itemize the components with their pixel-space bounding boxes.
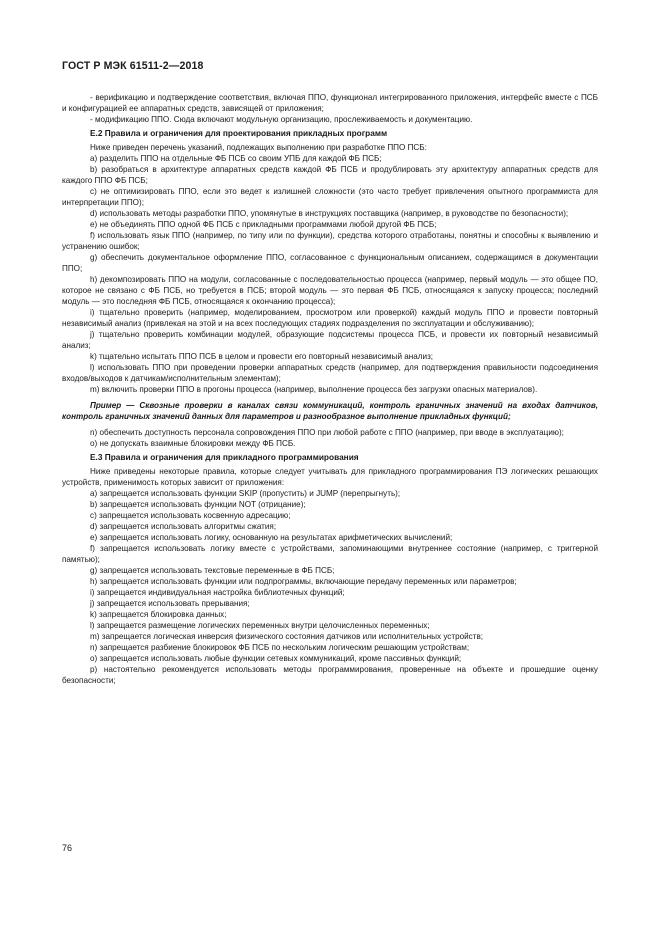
list-item: k) тщательно испытать ППО ПСБ в целом и провести его повторный независимый анализ;: [90, 352, 434, 361]
list-item: m) запрещается логическая инверсия физического состояния датчиков или исполнительных устройств;: [90, 632, 484, 641]
list-item: d) использовать методы разработки ППО, упомянутые в инструкциях поставщика (например, в руководстве по безопасности);: [90, 209, 569, 218]
list-item: g) запрещается использовать текстовые переменные в ФБ ПСБ;: [90, 566, 335, 575]
document-body: [62, 92, 598, 686]
list-item: o) запрещается использовать любые функции сетевых коммуникаций, кроме пассивных функций;: [90, 654, 462, 663]
list-item: n) запрещается разбиение блокировок ФБ ПСБ по нескольким логическим решающим устройствам;: [90, 643, 470, 652]
list-item: h) декомпозировать ППО на модули, согласованные с последовательностью процесса (например, первый модуль — это общее ПО, которое не связано с ФБ ПСБ, но требуется в ПСБ; второй модуль — это первая ФБ ПСБ, относящаяся к запуску процесса; последний модуль — это последняя ФБ ПСБ, относящаяся к окончанию процесса);: [62, 275, 598, 306]
list-item: i) тщательно проверить (например, моделированием, просмотром или проверкой) каждый модуль ППО и провести повторный независимый анализ (привлекая на этой и на всех последующих стадиях подразделения по эксплуатации и обслуживанию);: [62, 308, 598, 328]
list-item: c) не оптимизировать ППО, если это ведет к излишней сложности (это часто требует привлечения опытного программиста для интерпретации ППО);: [62, 187, 598, 207]
list-item: p) настоятельно рекомендуется использовать методы программирования, проверенные на объекте и прошедшие оценку безопасности;: [62, 665, 598, 685]
section-lead: Ниже приведены некоторые правила, которые следует учитывать для прикладного программирования ПЭ логических решающих устройств, применимость которых зависит от приложения:: [62, 467, 598, 487]
list-item: c) запрещается использовать косвенную адресацию;: [90, 511, 291, 520]
list-item: l) запрещается размещение логических переменных внутри целочисленных переменных;: [90, 621, 430, 630]
list-item: m) включить проверки ППО в прогоны процесса (например, выполнение процесса без загрузки опасных материалов).: [90, 385, 538, 394]
list-item: l) использовать ППО при проведении проверки аппаратных средств (например, для подтверждения правильности подсоединения входов/выходов к датчикам/исполнительным элементам);: [62, 363, 598, 383]
list-item: a) разделить ППО на отдельные ФБ ПСБ со своим УПБ для каждой ФБ ПСБ;: [90, 154, 382, 163]
list-item: f) использовать язык ППО (например, по типу или по функции), средства которого отработаны, понятны и способны к выявлению и устранению ошибок;: [62, 231, 598, 251]
list-item: g) обеспечить документальное оформление ППО, согласованное с функциональным описанием, содержащимся в документации ППО;: [62, 253, 598, 273]
list-item: e) не объединять ППО одной ФБ ПСБ с прикладными программами любой другой ФБ ПСБ;: [90, 220, 437, 229]
list-item: j) запрещается использовать прерывания;: [90, 599, 250, 608]
page-number: 76: [62, 843, 73, 853]
document-header: ГОСТ Р МЭК 61511-2—2018: [62, 60, 204, 72]
list-item: k) запрещается блокировка данных;: [90, 610, 227, 619]
list-item: o) не допускать взаимные блокировки между ФБ ПСБ.: [90, 439, 296, 448]
list-item: f) запрещается использовать логику вместе с устройствами, запоминающими внутреннее состояние (например, с триггерной памятью);: [62, 544, 598, 564]
list-item: d) запрещается использовать алгоритмы сжатия;: [90, 522, 277, 531]
list-item: i) запрещается индивидуальная настройка библиотечных функций;: [90, 588, 345, 597]
section-lead: Ниже приведен перечень указаний, подлежащих выполнению при разработке ППО ПСБ:: [90, 143, 427, 152]
list-item: a) запрещается использовать функции SKIP (пропустить) и JUMP (перепрыгнуть);: [90, 489, 401, 498]
example-note: Пример — Сквозные проверки в каналах связи коммуникаций, контроль граничных значений на входах датчиков, контроль граничных значений данных для параметров и разнообразное выполнение прикладных функций;: [62, 401, 598, 421]
list-item: n) обеспечить доступность персонала сопровождения ППО при любой работе с ППО (например, при вводе в эксплуатацию);: [90, 428, 564, 437]
section-heading-e3: Е.3 Правила и ограничения для прикладного программирования: [90, 452, 359, 462]
intro-paragraph: - верификацию и подтверждение соответствия, включая ППО, функционал интегрированного приложения, интерфейс вместе с ПСБ и конфигурацией ее аппаратных средств, зависящей от приложения;: [62, 93, 598, 113]
list-item: h) запрещается использовать функции или подпрограммы, включающие передачу переменных или параметров;: [90, 577, 517, 586]
list-item: e) запрещается использовать логику, основанную на результатах арифметических вычислений;: [90, 533, 453, 542]
list-item: b) запрещается использовать функции NOT (отрицание);: [90, 500, 306, 509]
intro-paragraph: - модификацию ППО. Сюда включают модульную организацию, прослеживаемость и документацию.: [90, 115, 473, 124]
list-item: j) тщательно проверить комбинации модулей, образующие подсистемы процесса ПСБ, и провести их повторный независимый анализ;: [62, 330, 598, 350]
list-item: b) разобраться в архитектуре аппаратных средств каждой ФБ ПСБ и продублировать эту архитектуру аппаратных средств для каждого ППО ФБ ПСБ;: [62, 165, 598, 185]
section-heading-e2: Е.2 Правила и ограничения для проектирования прикладных программ: [90, 128, 388, 138]
